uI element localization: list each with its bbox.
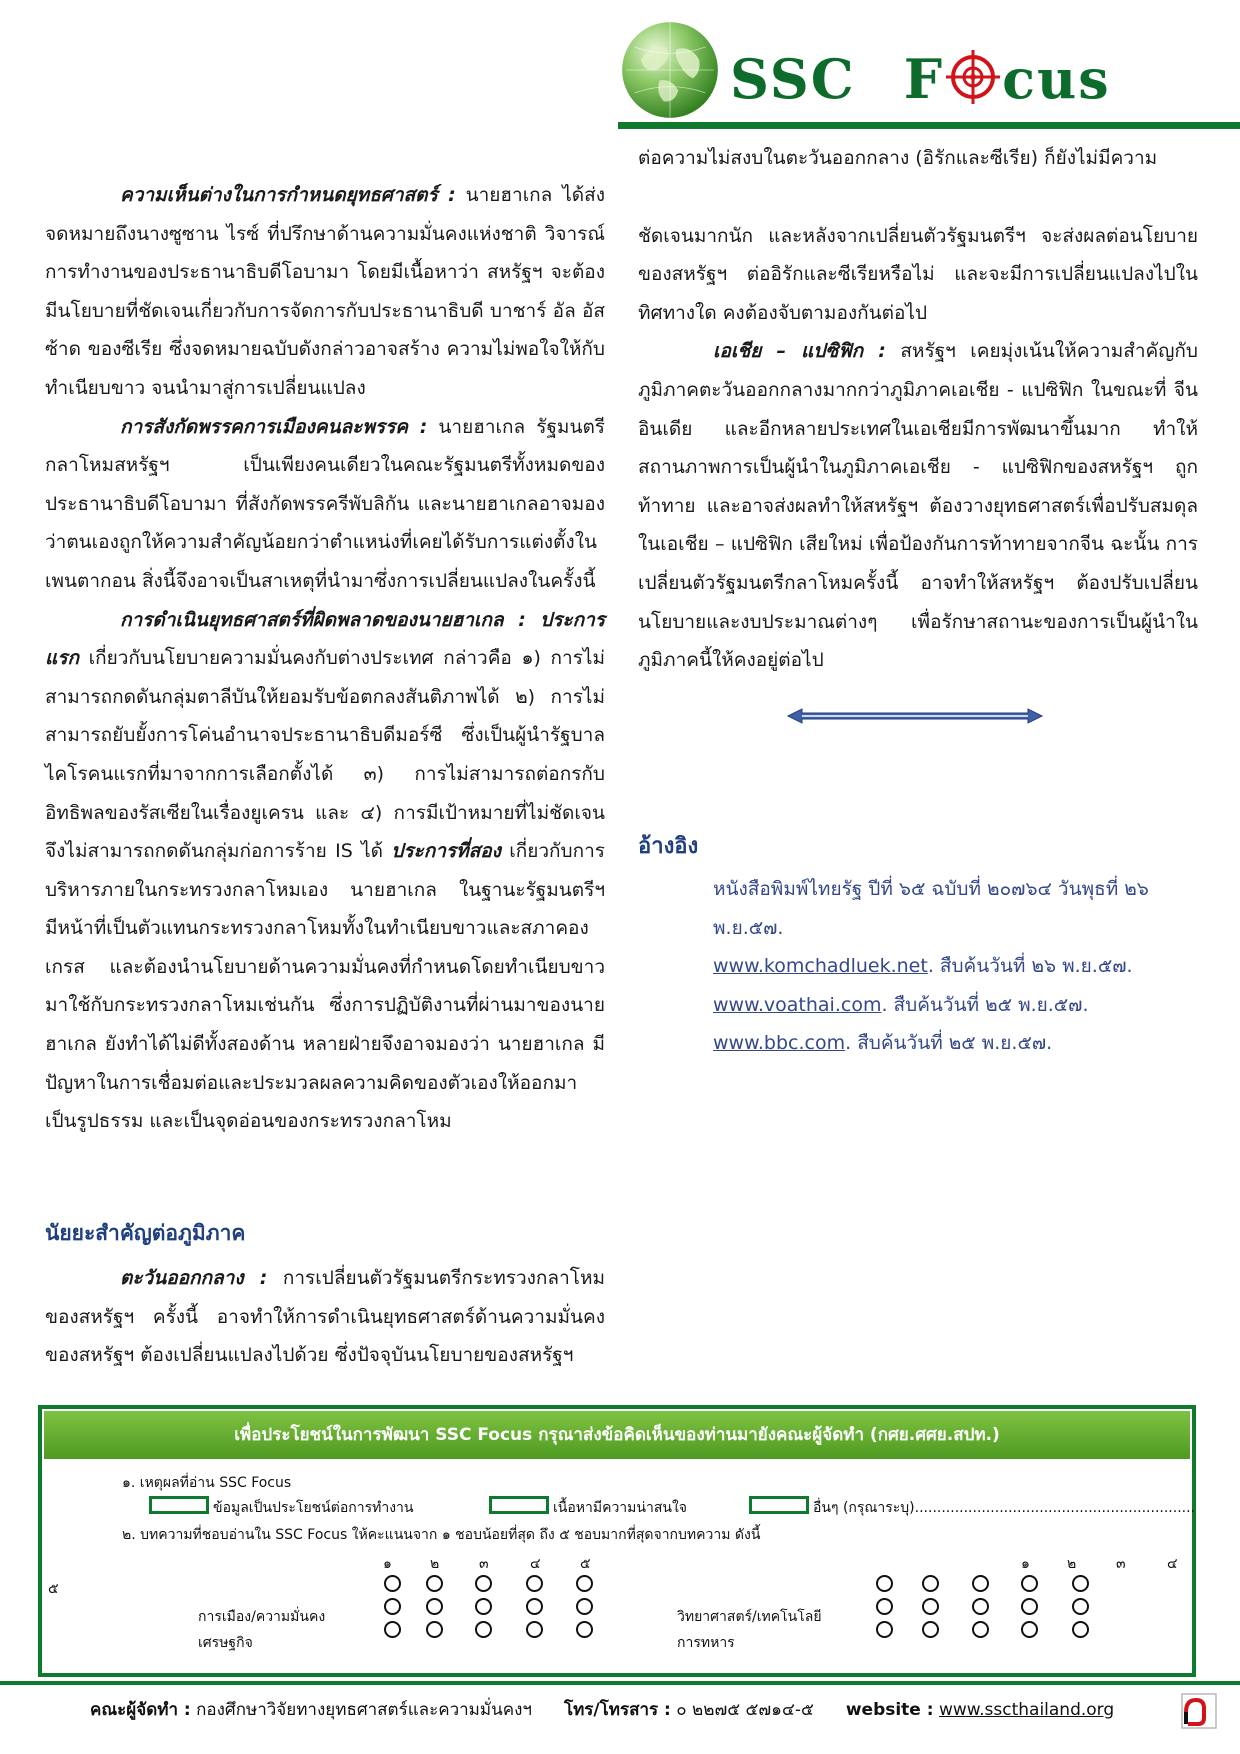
paragraph-text: เกี่ยวกับการบริหารภายในกระทรวงกลาโหมเอง นายฮาเกล ในฐานะรัฐมนตรีฯ มีหน้าที่เป็นตัวแทนกระทรวงกลาโหมทั้งในทำเนียบขาวและสภาคองเกรส และต้องนำนโยบายด้านความมั่นคงที่กำหนดโดยทำเนียบขาวมาใช้กับกระทรวงกลาโหมเช่นกัน ซึ่งการปฏิบัติงานที่ผ่านมาของนายฮาเกล ยังทำได้ไม่ดีทั้งสองด้าน หลายฝ่ายจึงอาจมองว่า นายฮาเกล มีปัญหาในการเชื่อมต่อและประมวลผลความคิดของตัวเองให้ออกมาเป็นรูปธรรม และเป็นจุดอ่อนของกระทรวงกลาโหม (45, 840, 605, 1133)
category-military: การทหาร (677, 1635, 735, 1651)
reference-date: . สืบค้นวันที่ ๒๖ พ.ย.๕๗. (927, 955, 1133, 978)
paragraph-text: นายฮาเกล รัฐมนตรีกลาโหมสหรัฐฯ เป็นเพียงคนเดียวในคณะรัฐมนตรีทั้งหมดของประธานาธิบดีโอบามา ที่สังกัดพรรครีพับลิกัน และนายฮาเกลอาจมองว่าตนเองถูกให้ความสำคัญน้อยกว่าตำแหน่งที่เคยได้รับการแต่งตั้งในเพนตากอน สิ่งนี้จึงอาจเป็นสาเหตุที่นำมาซึ่งการเปลี่ยนแปลงในครั้งนี้ (45, 415, 605, 592)
rating-radio-button[interactable] (922, 1598, 939, 1615)
reference-item (638, 947, 1198, 986)
paragraph-middle-east-continued: ชัดเจนมากนัก และหลังจากเปลี่ยนตัวรัฐมนตรีฯ จะส่งผลต่อนโยบายของสหรัฐฯ ต่ออิรักและซีเรียหรือไม่ และจะมีการเปลี่ยนแปลงไปในทิศทางใด คงต้องจับตามองกันต่อไป (638, 224, 1198, 324)
rating-radio-button[interactable] (1072, 1598, 1089, 1615)
page-number-mark-icon (1178, 1690, 1218, 1730)
paragraph-text: นายฮาเกล ได้ส่งจดหมายถึงนางซูซาน ไรซ์ ที่ปรึกษาด้านความมั่นคงแห่งชาติ วิจารณ์การทำงานของประธานาธิบดีโอบามา โดยมีเนื้อหาว่า สหรัฐฯ จะต้องมีนโยบายที่ชัดเจนเกี่ยวกับการจัดการกับประธานาธิบดี บาชาร์ อัล อัสซ้าด ของซีเรีย ซึ่งจดหมายฉบับดังกล่าวอาจสร้าง ความไม่พอใจให้กับทำเนียบขาว จนนำมาสู่การเปลี่ยนแปลง (45, 184, 605, 399)
rating-radio-button[interactable] (384, 1598, 401, 1615)
rating-radio-button[interactable] (1021, 1621, 1038, 1638)
rating-radio-button[interactable] (526, 1598, 543, 1615)
rating-radio-button[interactable] (972, 1598, 989, 1615)
scale-number: ๔ (1167, 1556, 1178, 1572)
footer-website-link[interactable]: www.sscthailand.org (938, 1700, 1115, 1720)
rating-radio-button[interactable] (922, 1621, 939, 1638)
scale-number: ๒ (430, 1556, 440, 1572)
scale-number-stray: ๕ (48, 1581, 59, 1597)
reference-date: . สืบค้นวันที่ ๒๕ พ.ย.๕๗. (881, 993, 1089, 1016)
logo-ssc: SSC (730, 47, 856, 111)
first-point-label: ประการแรก (45, 608, 605, 670)
footer-phone: ๐ ๒๒๗๕ ๕๗๑๔-๕ (670, 1700, 814, 1720)
paragraph-label: การสังกัดพรรคการเมืองคนละพรรค : (120, 415, 428, 438)
rating-radio-button[interactable] (426, 1621, 443, 1638)
scale-number: ๔ (530, 1556, 541, 1572)
scale-number: ๑ (383, 1556, 392, 1572)
rating-radio-button[interactable] (384, 1621, 401, 1638)
feedback-question-1: ๑. เหตุผลที่อ่าน SSC Focus (122, 1475, 292, 1491)
reference-link[interactable]: www.bbc.com (713, 1032, 846, 1055)
footer-web-label: website : (845, 1700, 934, 1720)
paragraph-label: เอเชีย – แปซิฟิก : (713, 340, 886, 363)
header-rule (618, 122, 1240, 129)
scale-number: ๓ (1116, 1556, 1126, 1572)
rating-radio-button[interactable] (972, 1621, 989, 1638)
logo-cus: cus (1002, 47, 1111, 111)
scale-number: ๑ (1021, 1556, 1030, 1572)
paragraph-label: ตะวันออกกลาง : (120, 1267, 268, 1289)
rating-radio-button[interactable] (526, 1621, 543, 1638)
rating-radio-button[interactable] (876, 1621, 893, 1638)
logo-f: F (903, 47, 945, 111)
rating-radio-button[interactable] (475, 1621, 492, 1638)
rating-radio-button[interactable] (576, 1598, 593, 1615)
footer-rule (0, 1681, 1240, 1685)
category-economy: เศรษฐกิจ (198, 1635, 253, 1651)
left-column (45, 176, 605, 1141)
reference-link[interactable]: www.voathai.com (713, 993, 882, 1016)
paragraph-label: การดำเนินยุทธศาสตร์ที่ผิดพลาดของนายฮาเกล : (120, 608, 526, 631)
rating-radio-button[interactable] (1021, 1598, 1038, 1615)
references-list (638, 870, 1198, 1063)
footer-org: กองศึกษาวิจัยทางยุทธศาสตร์และความมั่นคงฯ (190, 1700, 532, 1720)
reference-item (638, 1024, 1198, 1063)
globe-logo-icon (618, 18, 722, 122)
checkbox-label: ข้อมูลเป็นประโยชน์ต่อการทำงาน (213, 1500, 414, 1516)
scale-number: ๕ (580, 1556, 591, 1572)
paragraph-text: สหรัฐฯ เคยมุ่งเน้นให้ความสำคัญกับภูมิภาคตะวันออกกลางมากกว่าภูมิภาคเอเชีย - แปซิฟิก ในขณะที่ จีน อินเดีย และอีกหลายประเทศในเอเชียมีการพัฒนาขึ้นมาก ทำให้สถานภาพการเป็นผู้นำในภูมิภาคเอเชีย - แปซิฟิกของสหรัฐฯ ถูกท้าทาย และอาจส่งผลทำให้สหรัฐฯ ต้องวางยุทธศาสตร์เพื่อปรับสมดุลในเอเชีย – แปซิฟิก เสียใหม่ เพื่อป้องกันการท้าทายจากจีน ฉะนั้น การเปลี่ยนตัวรัฐมนตรีกลาโหมครั้งนี้ อาจทำให้สหรัฐฯ ต้องปรับเปลี่ยนนโยบายและงบประมาณต่างๆ เพื่อรักษาสถานะของการเป็นผู้นำในภูมิภาคนี้ให้คงอยู่ต่อไป (638, 340, 1198, 672)
paragraph-asia-pacific (638, 332, 1198, 679)
paragraph-text: เกี่ยวกับนโยบายความมั่นคงกับต่างประเทศ กล่าวคือ ๑) การไม่สามารถกดดันกลุ่มตาลีบันให้ยอมรับข้อตกลงสันติภาพได้ ๒) การไม่สามารถยับยั้งการโค่นอำนาจประธานาธิบดีมอร์ซี ซึ่งเป็นผู้นำรัฐบาลไคโรคนแรกที่มาจากการเลือกตั้งได้ ๓) การไม่สามารถต่อกรกับอิทธิพลของรัสเซียในเรื่องยูเครน และ ๔) การมีเป้าหมายที่ไม่ชัดเจนจึงไม่สามารถกดดันกลุ่มก่อการร้าย IS ได้ (45, 647, 605, 863)
section-regional-body (45, 1259, 605, 1375)
scale-number: ๓ (479, 1556, 489, 1572)
rating-radio-button[interactable] (1072, 1621, 1089, 1638)
category-science-tech: วิทยาศาสตร์/เทคโนโลยี (677, 1609, 822, 1625)
paragraph-text: การเปลี่ยนตัวรัฐมนตรีกระทรวงกลาโหมของสหรัฐฯ ครั้งนี้ อาจทำให้การดำเนินยุทธศาสตร์ด้านความมั่นคงของสหรัฐฯ ต้องเปลี่ยนแปลงไปด้วย ซึ่งปัจจุบันนโยบายของสหรัฐฯ (45, 1267, 605, 1367)
reference-link[interactable]: www.komchadluek.net (713, 955, 928, 978)
rating-radio-button[interactable] (475, 1598, 492, 1615)
feedback-banner: เพื่อประโยชน์ในการพัฒนา SSC Focus กรุณาส่งข้อคิดเห็นของท่านมายังคณะผู้จัดทำ (กศย.ศศย.สปท.) (44, 1411, 1190, 1459)
paragraph-strategy-errors (45, 601, 605, 1141)
rating-radio-button[interactable] (876, 1575, 893, 1592)
checkbox-interesting-content[interactable] (489, 1496, 549, 1514)
rating-radio-button[interactable] (384, 1575, 401, 1592)
paragraph-strategy-disagreement (45, 176, 605, 408)
right-column (638, 139, 1198, 680)
rating-radio-button[interactable] (1072, 1575, 1089, 1592)
rating-radio-button[interactable] (876, 1598, 893, 1615)
rating-radio-button[interactable] (1021, 1575, 1038, 1592)
reference-date: . สืบค้นวันที่ ๒๕ พ.ย.๕๗. (845, 1032, 1053, 1055)
footer-org-label: คณะผู้จัดทำ : (90, 1700, 191, 1720)
double-arrow-divider (784, 705, 1046, 727)
continued-line: ต่อความไม่สงบในตะวันออกกลาง (อิรักและซีเรีย) ก็ยังไม่มีความ (638, 147, 1158, 169)
feedback-question-2: ๒. บทความที่ชอบอ่านใน SSC Focus ให้คะแนนจาก ๑ ชอบน้อยที่สุด ถึง ๕ ชอบมากที่สุดจากบทความ ดังนี้ (122, 1527, 761, 1543)
rating-radio-button[interactable] (526, 1575, 543, 1592)
checkbox-useful-info[interactable] (149, 1496, 209, 1514)
target-crosshair-icon (944, 48, 1002, 106)
reference-item: หนังสือพิมพ์ไทยรัฐ ปีที่ ๖๕ ฉบับที่ ๒๐๗๖๔ วันพุธที่ ๒๖ พ.ย.๕๗. (713, 878, 1149, 939)
footer-info (90, 1696, 1114, 1723)
rating-radio-button[interactable] (426, 1598, 443, 1615)
category-politics-security: การเมือง/ความมั่นคง (198, 1609, 326, 1625)
paragraph-middle-east (45, 1259, 605, 1375)
second-point-label: ประการที่สอง (391, 840, 501, 863)
references-heading: อ้างอิง (638, 834, 699, 859)
paragraph-label: ความเห็นต่างในการกำหนดยุทธศาสตร์ : (120, 184, 456, 206)
rating-radio-button[interactable] (426, 1575, 443, 1592)
rating-radio-button[interactable] (922, 1575, 939, 1592)
checkbox-label: เนื้อหามีความน่าสนใจ (553, 1500, 687, 1516)
paragraph-party-affiliation (45, 408, 605, 601)
reference-item (638, 986, 1198, 1025)
checkbox-label: อื่นๆ (กรุณาระบุ)............................................................... (813, 1500, 1196, 1516)
section-heading-regional-implications: นัยยะสำคัญต่อภูมิภาค (45, 1221, 246, 1245)
rating-radio-button[interactable] (972, 1575, 989, 1592)
rating-radio-button[interactable] (576, 1621, 593, 1638)
scale-number: ๒ (1067, 1556, 1077, 1572)
rating-radio-button[interactable] (576, 1575, 593, 1592)
rating-radio-button[interactable] (475, 1575, 492, 1592)
footer-phone-label: โทร/โทรสาร : (563, 1700, 671, 1720)
checkbox-other[interactable] (749, 1496, 809, 1514)
ssc-focus-logo-text (730, 47, 1111, 111)
